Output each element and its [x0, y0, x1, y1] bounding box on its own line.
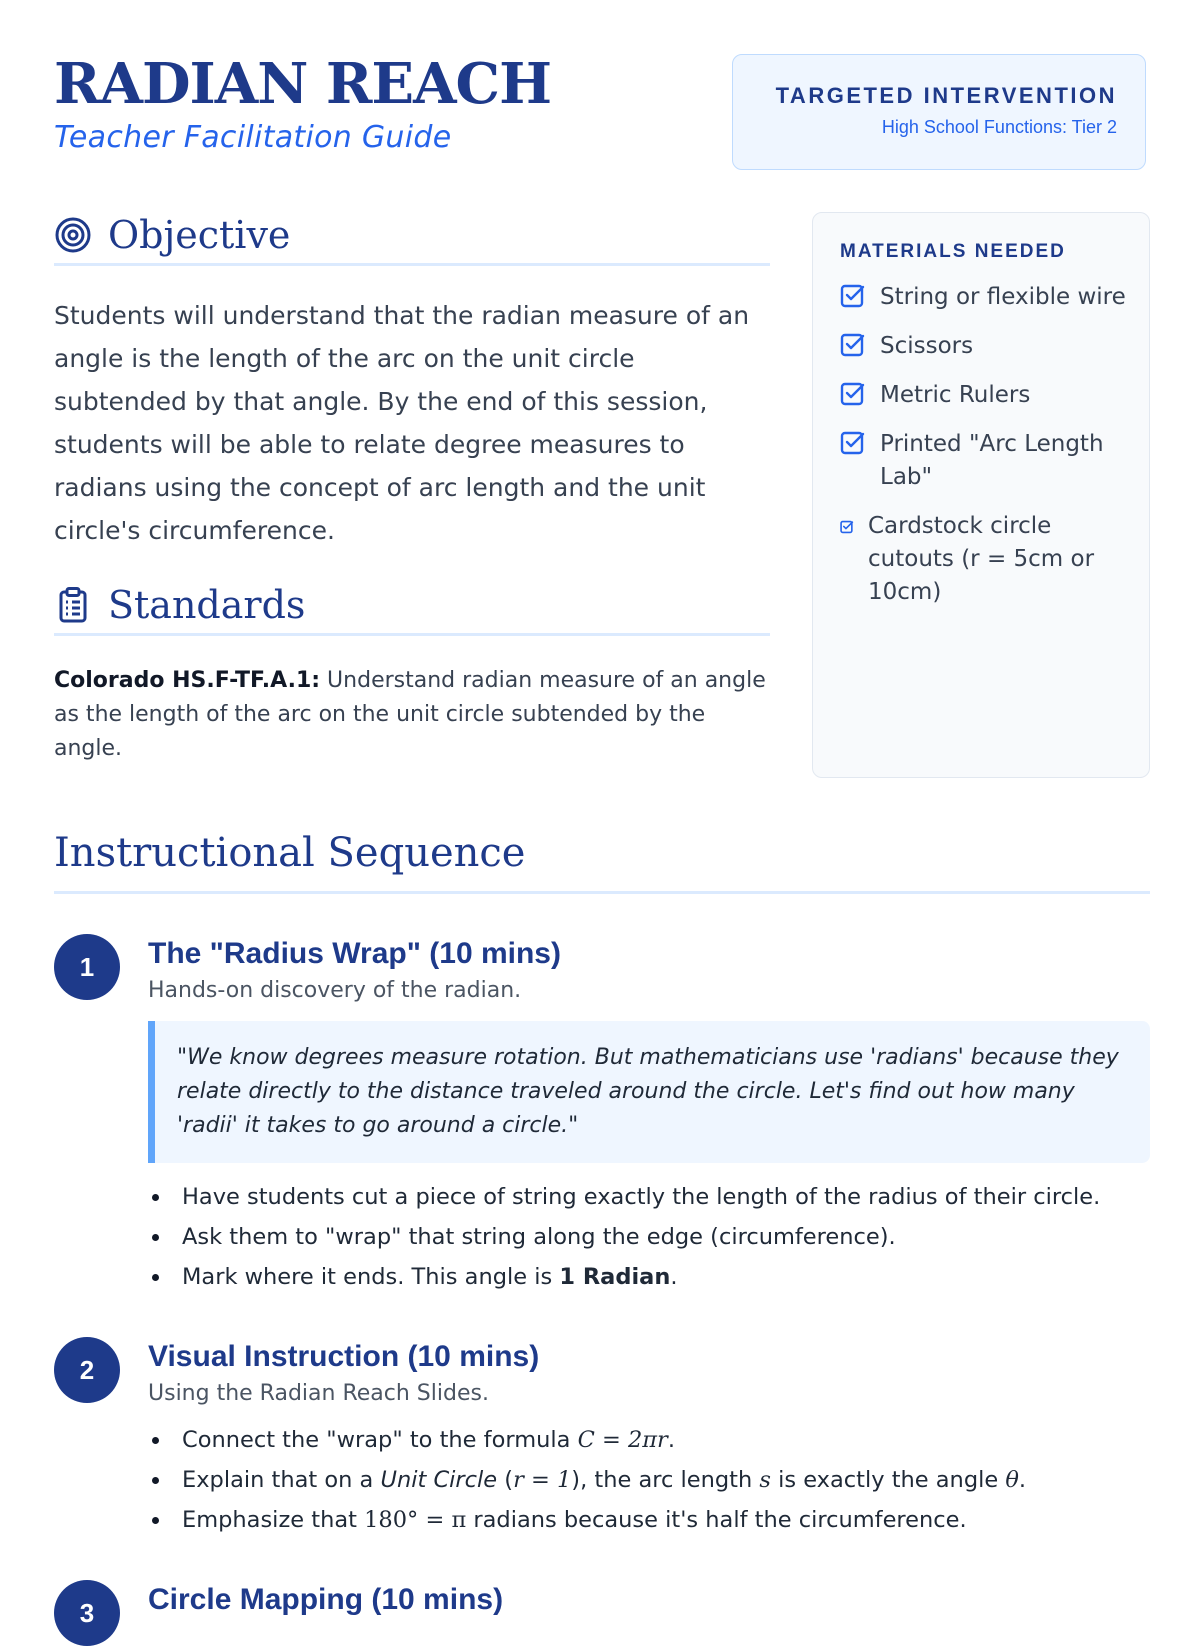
step-description: Hands-on discovery of the radian.	[148, 978, 522, 1003]
list-item: Have students cut a piece of string exactly the length of the radius of their circle.	[148, 1177, 1150, 1217]
standard-code: Colorado HS.F-TF.A.1:	[54, 668, 321, 693]
list-item	[148, 1257, 1150, 1297]
sequence-heading: Instructional Sequence	[54, 830, 1150, 894]
material-item	[840, 510, 1129, 609]
badge-subtitle: High School Functions: Tier 2	[881, 117, 1117, 137]
list-item: Ask them to "wrap" that string along the edge (circumference).	[148, 1217, 1150, 1257]
checkbox-checked-icon	[840, 381, 866, 407]
step-2	[54, 1337, 1150, 1540]
teacher-script-quote: "We know degrees measure rotation. But mathematicians use 'radians' because they relate directly to the distance traveled around the circle. Let's find out how many 'radii' it takes to go around a circle."	[148, 1021, 1150, 1163]
page-title: RADIAN REACH	[54, 51, 552, 117]
bullet-emphasis: 1 Radian	[559, 1264, 671, 1290]
instructional-sequence	[54, 830, 1150, 1628]
material-item	[840, 428, 1129, 494]
list-item	[148, 1460, 1150, 1500]
bullet-text: .	[1018, 1467, 1027, 1493]
standards-section	[54, 582, 770, 766]
formula-theta: θ	[1005, 1467, 1019, 1493]
bullet-text: .	[670, 1264, 678, 1290]
step-description: Using the Radian Reach Slides.	[148, 1381, 489, 1406]
step-1	[54, 934, 1150, 1297]
bullet-text: Mark where it ends. This angle is	[182, 1264, 560, 1290]
bullet-text: (	[497, 1467, 514, 1493]
step-title: Circle Mapping (10 mins)	[148, 1583, 504, 1616]
standard-description: Understand radian measure of an angle as the length of the arc on the unit circle subtended by the angle.	[54, 668, 766, 761]
material-label: Cardstock circle cutouts (r = 5cm or 10cm)	[868, 513, 1095, 605]
header	[54, 51, 1146, 174]
formula-radius: r = 1	[513, 1467, 572, 1493]
checkbox-checked-icon	[840, 283, 866, 309]
checkbox-checked-icon	[840, 430, 866, 456]
step-bullets	[148, 1420, 1150, 1540]
step-title: The "Radius Wrap" (10 mins)	[148, 937, 561, 970]
intervention-badge	[732, 54, 1146, 170]
left-column	[54, 212, 770, 766]
step-number-badge: 2	[54, 1337, 120, 1403]
checkbox-checked-icon	[840, 332, 866, 358]
bullet-text: ), the arc length	[571, 1467, 760, 1493]
bullet-text: is exactly the angle	[770, 1467, 1006, 1493]
page-subtitle: Teacher Facilitation Guide	[54, 119, 452, 155]
materials-heading: MATERIALS NEEDED	[840, 241, 1066, 262]
bullet-text: Explain that on a	[182, 1467, 381, 1493]
bullet-text: .	[667, 1427, 675, 1453]
standards-header	[54, 582, 770, 636]
bullet-emphasis: Unit Circle	[380, 1467, 498, 1493]
objective-heading: Objective	[108, 212, 291, 257]
objective-text: Students will understand that the radian measure of an angle is the length of the arc on the unit circle subtended by that angle. By the end of this session, students will be able to relate degree measures to radians using the concept of arc length and the unit circle's circumference.	[54, 301, 750, 545]
formula-circumference: C = 2πr	[577, 1427, 668, 1453]
formula-arc: s	[759, 1467, 771, 1493]
bullet-text: Connect the "wrap" to the formula	[182, 1427, 578, 1453]
step-number-badge: 3	[54, 1580, 120, 1646]
badge-title: TARGETED INTERVENTION	[775, 83, 1117, 108]
target-icon	[54, 215, 94, 255]
material-item	[840, 379, 1129, 412]
bullet-text: radians because it's half the circumference.	[466, 1507, 967, 1533]
standards-text	[54, 664, 770, 766]
material-label: String or flexible wire	[880, 284, 1126, 310]
step-title: Visual Instruction (10 mins)	[148, 1340, 540, 1373]
objective-header	[54, 212, 770, 266]
checkbox-checked-icon	[840, 520, 854, 534]
list-item	[148, 1420, 1150, 1460]
step-3	[54, 1580, 1150, 1628]
bullet-text: Emphasize that	[182, 1507, 365, 1533]
material-item	[840, 281, 1129, 314]
standards-heading: Standards	[108, 582, 306, 627]
material-label: Printed "Arc Length Lab"	[880, 431, 1104, 490]
materials-panel	[812, 212, 1150, 778]
step-bullets	[148, 1177, 1150, 1297]
step-number-badge: 1	[54, 934, 120, 1000]
list-item	[148, 1500, 1150, 1540]
material-label: Metric Rulers	[880, 382, 1031, 408]
material-label: Scissors	[880, 333, 974, 359]
clipboard-icon	[54, 585, 94, 625]
formula-degrees: 180° = π	[364, 1507, 467, 1533]
material-item	[840, 330, 1129, 363]
